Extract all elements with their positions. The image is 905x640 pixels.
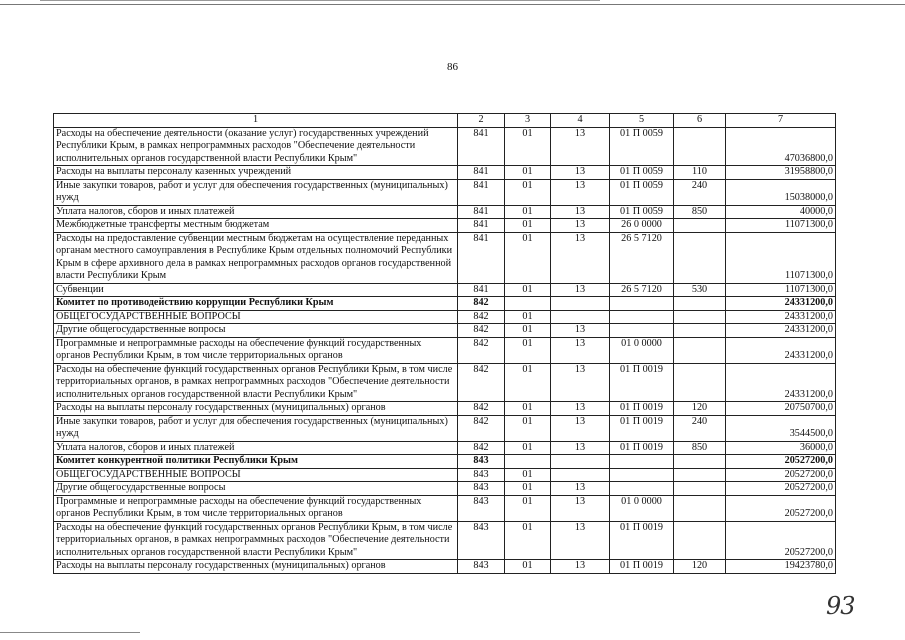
- target-article-cell: 01 П 0059: [610, 179, 674, 205]
- section-code-cell: [505, 297, 551, 311]
- section-code-cell: 01: [505, 205, 551, 219]
- target-article-cell: [610, 310, 674, 324]
- subsection-code-cell: 13: [551, 560, 610, 574]
- section-code-cell: 01: [505, 441, 551, 455]
- amount-cell: 3544500,0: [726, 415, 836, 441]
- table-row: [54, 415, 836, 441]
- expense-type-cell: 240: [674, 179, 726, 205]
- ministry-code-cell: 843: [458, 455, 505, 469]
- scan-edge-line: [0, 4, 905, 5]
- row-name-cell: Иные закупки товаров, работ и услуг для обеспечения государственных (муниципальных) нужд: [54, 415, 458, 441]
- subsection-code-cell: 13: [551, 495, 610, 521]
- ministry-code-cell: 843: [458, 495, 505, 521]
- amount-cell: 20527200,0: [726, 468, 836, 482]
- table-row: [54, 324, 836, 338]
- amount-cell: 47036800,0: [726, 127, 836, 166]
- ministry-code-cell: 842: [458, 337, 505, 363]
- target-article-cell: 26 5 7120: [610, 232, 674, 283]
- row-name-cell: Программные и непрограммные расходы на обеспечение функций государственных органов Республики Крым, в том числе территориальных органов: [54, 495, 458, 521]
- row-name-cell: Расходы на предоставление субвенции местным бюджетам на осуществление переданных органам местного самоуправления в Республике Крым отдельных полномочий Республики Крым в сфере архивного дела в рамках непрограммных расходов органов государственной власти Республики Крым: [54, 232, 458, 283]
- handwritten-page-number: 93: [826, 592, 855, 620]
- column-header: 5: [610, 114, 674, 128]
- target-article-cell: [610, 455, 674, 469]
- ministry-code-cell: 842: [458, 310, 505, 324]
- ministry-code-cell: 841: [458, 166, 505, 180]
- ministry-code-cell: 842: [458, 402, 505, 416]
- column-header: 2: [458, 114, 505, 128]
- section-code-cell: [505, 455, 551, 469]
- section-code-cell: 01: [505, 468, 551, 482]
- table-row: [54, 179, 836, 205]
- subsection-code-cell: 13: [551, 219, 610, 233]
- table-row: [54, 495, 836, 521]
- target-article-cell: 01 П 0019: [610, 521, 674, 560]
- target-article-cell: 01 0 0000: [610, 495, 674, 521]
- row-name-cell: Комитет по противодействию коррупции Республики Крым: [54, 297, 458, 311]
- table-row: [54, 482, 836, 496]
- ministry-code-cell: 842: [458, 441, 505, 455]
- subsection-code-cell: 13: [551, 127, 610, 166]
- target-article-cell: 26 5 7120: [610, 283, 674, 297]
- row-name-cell: Другие общегосударственные вопросы: [54, 482, 458, 496]
- subsection-code-cell: 13: [551, 283, 610, 297]
- subsection-code-cell: [551, 455, 610, 469]
- ministry-code-cell: 843: [458, 560, 505, 574]
- section-code-cell: 01: [505, 337, 551, 363]
- table-row: [54, 166, 836, 180]
- expense-type-cell: [674, 495, 726, 521]
- section-code-cell: 01: [505, 127, 551, 166]
- table-header-row: [54, 114, 836, 128]
- row-name-cell: Программные и непрограммные расходы на обеспечение функций государственных органов Республики Крым, в том числе территориальных органов: [54, 337, 458, 363]
- expense-type-cell: [674, 310, 726, 324]
- expense-type-cell: 110: [674, 166, 726, 180]
- row-name-cell: Расходы на обеспечение функций государственных органов Республики Крым, в том числе территориальных органов, в рамках непрограммных расходов "Обеспечение деятельности исполнительных органов государственной власти Республики Крым": [54, 521, 458, 560]
- row-name-cell: Расходы на выплаты персоналу казенных учреждений: [54, 166, 458, 180]
- section-code-cell: 01: [505, 232, 551, 283]
- row-name-cell: Межбюджетные трансферты местным бюджетам: [54, 219, 458, 233]
- section-code-cell: 01: [505, 219, 551, 233]
- expense-type-cell: 850: [674, 441, 726, 455]
- column-header: 7: [726, 114, 836, 128]
- section-code-cell: 01: [505, 495, 551, 521]
- subsection-code-cell: 13: [551, 337, 610, 363]
- amount-cell: 40000,0: [726, 205, 836, 219]
- section-code-cell: 01: [505, 560, 551, 574]
- amount-cell: 11071300,0: [726, 219, 836, 233]
- amount-cell: 24331200,0: [726, 324, 836, 338]
- expense-type-cell: [674, 232, 726, 283]
- section-code-cell: 01: [505, 324, 551, 338]
- table-row: [54, 402, 836, 416]
- subsection-code-cell: 13: [551, 324, 610, 338]
- section-code-cell: 01: [505, 283, 551, 297]
- ministry-code-cell: 841: [458, 232, 505, 283]
- expense-type-cell: 850: [674, 205, 726, 219]
- target-article-cell: [610, 468, 674, 482]
- budget-table: [53, 113, 836, 574]
- scan-edge-line: [40, 0, 600, 1]
- amount-cell: 24331200,0: [726, 337, 836, 363]
- table-row: [54, 337, 836, 363]
- target-article-cell: 01 П 0019: [610, 415, 674, 441]
- expense-type-cell: [674, 324, 726, 338]
- amount-cell: 20527200,0: [726, 495, 836, 521]
- target-article-cell: [610, 324, 674, 338]
- amount-cell: 15038000,0: [726, 179, 836, 205]
- ministry-code-cell: 842: [458, 415, 505, 441]
- row-name-cell: Расходы на обеспечение деятельности (оказание услуг) государственных учреждений Республики Крым, в рамках непрограммных расходов "Обеспечение деятельности исполнительных органов государственной власти Республики Крым": [54, 127, 458, 166]
- row-name-cell: Расходы на выплаты персоналу государственных (муниципальных) органов: [54, 560, 458, 574]
- expense-type-cell: [674, 521, 726, 560]
- target-article-cell: [610, 482, 674, 496]
- expense-type-cell: [674, 127, 726, 166]
- table-row: [54, 232, 836, 283]
- amount-cell: 24331200,0: [726, 310, 836, 324]
- table-row: [54, 127, 836, 166]
- section-code-cell: 01: [505, 310, 551, 324]
- subsection-code-cell: [551, 468, 610, 482]
- section-code-cell: 01: [505, 521, 551, 560]
- ministry-code-cell: 841: [458, 179, 505, 205]
- ministry-code-cell: 841: [458, 127, 505, 166]
- budget-table-container: [53, 113, 835, 574]
- subsection-code-cell: [551, 297, 610, 311]
- expense-type-cell: 120: [674, 560, 726, 574]
- expense-type-cell: 530: [674, 283, 726, 297]
- table-row: [54, 205, 836, 219]
- subsection-code-cell: [551, 310, 610, 324]
- column-header: 1: [54, 114, 458, 128]
- target-article-cell: 01 П 0059: [610, 127, 674, 166]
- row-name-cell: Уплата налогов, сборов и иных платежей: [54, 205, 458, 219]
- expense-type-cell: [674, 297, 726, 311]
- expense-type-cell: [674, 468, 726, 482]
- target-article-cell: 26 0 0000: [610, 219, 674, 233]
- expense-type-cell: [674, 482, 726, 496]
- amount-cell: 24331200,0: [726, 363, 836, 402]
- subsection-code-cell: 13: [551, 441, 610, 455]
- subsection-code-cell: 13: [551, 179, 610, 205]
- amount-cell: 20527200,0: [726, 482, 836, 496]
- table-row: [54, 297, 836, 311]
- subsection-code-cell: 13: [551, 363, 610, 402]
- row-name-cell: Другие общегосударственные вопросы: [54, 324, 458, 338]
- amount-cell: 20527200,0: [726, 455, 836, 469]
- expense-type-cell: [674, 363, 726, 402]
- row-name-cell: ОБЩЕГОСУДАРСТВЕННЫЕ ВОПРОСЫ: [54, 310, 458, 324]
- row-name-cell: Комитет конкурентной политики Республики Крым: [54, 455, 458, 469]
- target-article-cell: 01 П 0059: [610, 166, 674, 180]
- amount-cell: 11071300,0: [726, 283, 836, 297]
- expense-type-cell: [674, 337, 726, 363]
- row-name-cell: ОБЩЕГОСУДАРСТВЕННЫЕ ВОПРОСЫ: [54, 468, 458, 482]
- amount-cell: 20527200,0: [726, 521, 836, 560]
- amount-cell: 24331200,0: [726, 297, 836, 311]
- ministry-code-cell: 841: [458, 205, 505, 219]
- table-row: [54, 310, 836, 324]
- row-name-cell: Субвенции: [54, 283, 458, 297]
- section-code-cell: 01: [505, 166, 551, 180]
- page-number: 86: [447, 61, 458, 73]
- expense-type-cell: [674, 219, 726, 233]
- target-article-cell: 01 П 0019: [610, 402, 674, 416]
- subsection-code-cell: 13: [551, 482, 610, 496]
- table-row: [54, 468, 836, 482]
- expense-type-cell: 240: [674, 415, 726, 441]
- table-row: [54, 441, 836, 455]
- row-name-cell: Расходы на выплаты персоналу государственных (муниципальных) органов: [54, 402, 458, 416]
- target-article-cell: 01 П 0059: [610, 205, 674, 219]
- expense-type-cell: [674, 455, 726, 469]
- table-row: [54, 455, 836, 469]
- subsection-code-cell: 13: [551, 521, 610, 560]
- subsection-code-cell: 13: [551, 205, 610, 219]
- section-code-cell: 01: [505, 402, 551, 416]
- amount-cell: 20750700,0: [726, 402, 836, 416]
- ministry-code-cell: 843: [458, 468, 505, 482]
- target-article-cell: 01 П 0019: [610, 560, 674, 574]
- ministry-code-cell: 843: [458, 482, 505, 496]
- section-code-cell: 01: [505, 482, 551, 496]
- column-header: 6: [674, 114, 726, 128]
- table-row: [54, 363, 836, 402]
- target-article-cell: 01 П 0019: [610, 363, 674, 402]
- column-header: 4: [551, 114, 610, 128]
- ministry-code-cell: 841: [458, 219, 505, 233]
- table-row: [54, 560, 836, 574]
- amount-cell: 11071300,0: [726, 232, 836, 283]
- ministry-code-cell: 843: [458, 521, 505, 560]
- column-header: 3: [505, 114, 551, 128]
- amount-cell: 19423780,0: [726, 560, 836, 574]
- table-row: [54, 283, 836, 297]
- expense-type-cell: 120: [674, 402, 726, 416]
- target-article-cell: [610, 297, 674, 311]
- subsection-code-cell: 13: [551, 415, 610, 441]
- table-row: [54, 521, 836, 560]
- row-name-cell: Расходы на обеспечение функций государственных органов Республики Крым, в том числе территориальных органов, в рамках непрограммных расходов "Обеспечение деятельности исполнительных органов государственной власти Республики Крым": [54, 363, 458, 402]
- section-code-cell: 01: [505, 363, 551, 402]
- row-name-cell: Уплата налогов, сборов и иных платежей: [54, 441, 458, 455]
- ministry-code-cell: 842: [458, 324, 505, 338]
- section-code-cell: 01: [505, 179, 551, 205]
- target-article-cell: 01 П 0019: [610, 441, 674, 455]
- subsection-code-cell: 13: [551, 232, 610, 283]
- scan-edge-line: [0, 632, 140, 633]
- ministry-code-cell: 842: [458, 297, 505, 311]
- amount-cell: 31958800,0: [726, 166, 836, 180]
- table-row: [54, 219, 836, 233]
- amount-cell: 36000,0: [726, 441, 836, 455]
- section-code-cell: 01: [505, 415, 551, 441]
- ministry-code-cell: 842: [458, 363, 505, 402]
- subsection-code-cell: 13: [551, 402, 610, 416]
- row-name-cell: Иные закупки товаров, работ и услуг для обеспечения государственных (муниципальных) нужд: [54, 179, 458, 205]
- subsection-code-cell: 13: [551, 166, 610, 180]
- target-article-cell: 01 0 0000: [610, 337, 674, 363]
- ministry-code-cell: 841: [458, 283, 505, 297]
